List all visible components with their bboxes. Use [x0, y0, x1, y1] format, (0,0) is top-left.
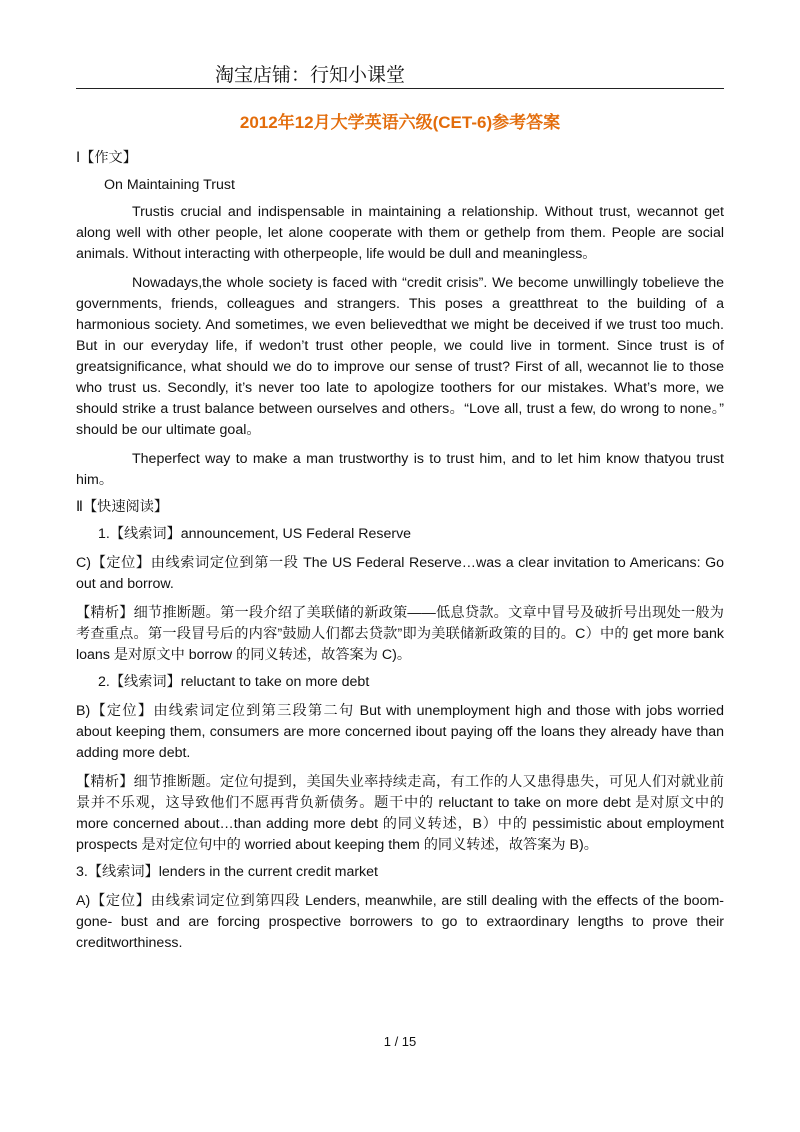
shop-header: 淘宝店铺：行知小课堂: [215, 65, 406, 86]
q2-clue: 2.【线索词】reluctant to take on more debt: [98, 674, 370, 690]
header-rule: [76, 88, 724, 89]
reading-heading: Ⅱ【快速阅读】: [76, 499, 169, 515]
essay-paragraph-1: Trustis crucial and indispensable in maintaining a relationship. Without trust, wecannot get along well with other people, let alone cooperate with them or gethelp from them. People are social animals. Without interacting with otherpeople, life would be dull and meaningless。: [76, 204, 724, 262]
q3-locate: A)【定位】由线索词定位到第四段 Lenders, meanwhile, are still dealing with the effects of the boom-gone- bust and are forcing prospective borrowers to go to extraordinary lengths to prove their creditworthiness.: [76, 893, 724, 951]
essay-paragraph-2: Nowadays,the whole society is faced with “credit crisis”. We become unwillingly tobelieve the governments, friends, colleagues and strangers. This poses a greatthreat to the building of a harmonious society. And sometimes, we even believedthat we might be deceived if we trust too much. But in our everyday life, if wedon’t trust other people, we could live in torment. Since trust is of greatsignificance, what should we do to improve our sense of trust? First of all, wecannot lie to those who trust us. Secondly, it’s never too late to apologize toothers for our mistakes. What’s more, we should strike a trust balance between ourselves and others。“Love all, trust a few, do wrong to none。” should be our ultimate goal。: [76, 275, 724, 438]
page-title: 2012年12月大学英语六级(CET-6)参考答案: [239, 113, 561, 132]
writing-heading: Ⅰ【作文】: [76, 150, 137, 166]
q3-clue: 3.【线索词】lenders in the current credit market: [76, 864, 378, 880]
essay-title: On Maintaining Trust: [104, 177, 235, 193]
essay-paragraph-3: Theperfect way to make a man trustworthy is to trust him, and to let him know thatyou trust him。: [76, 451, 724, 488]
page-number: 1 / 15: [383, 1034, 417, 1049]
q1-analysis: 【精析】细节推断题。第一段介绍了美联储的新政策——低息贷款。文章中冒号及破折号出现处一般为考查重点。第一段冒号后的内容”鼓励人们都去贷款”即为美联储新政策的目的。C）中的 get more bank loans 是对原文中 borrow 的同义转述，故答案为 C)。: [76, 605, 724, 663]
q2-analysis: 【精析】细节推断题。定位句提到，美国失业率持续走高，有工作的人又患得患失，可见人们对就业前景并不乐观，这导致他们不愿再背负新债务。题干中的 reluctant to take on more debt 是对原文中的 more concerned about…than adding more debt 的同义转述，B）中的 pessimistic about employment prospects 是对定位句中的 worried about keeping them 的同义转述，故答案为 B)。: [76, 774, 724, 853]
q2-locate: B)【定位】由线索词定位到第三段第二句 But with unemployment high and those with jobs worried about keeping them, consumers are more concerned ibout paying off the loans they already have than adding more debt.: [76, 703, 724, 761]
document-body: [76, 148, 724, 954]
q1-locate: C)【定位】由线索词定位到第一段 The US Federal Reserve…was a clear invitation to Americans: Go out and borrow.: [76, 555, 724, 592]
q1-clue: 1.【线索词】announcement, US Federal Reserve: [98, 526, 412, 542]
